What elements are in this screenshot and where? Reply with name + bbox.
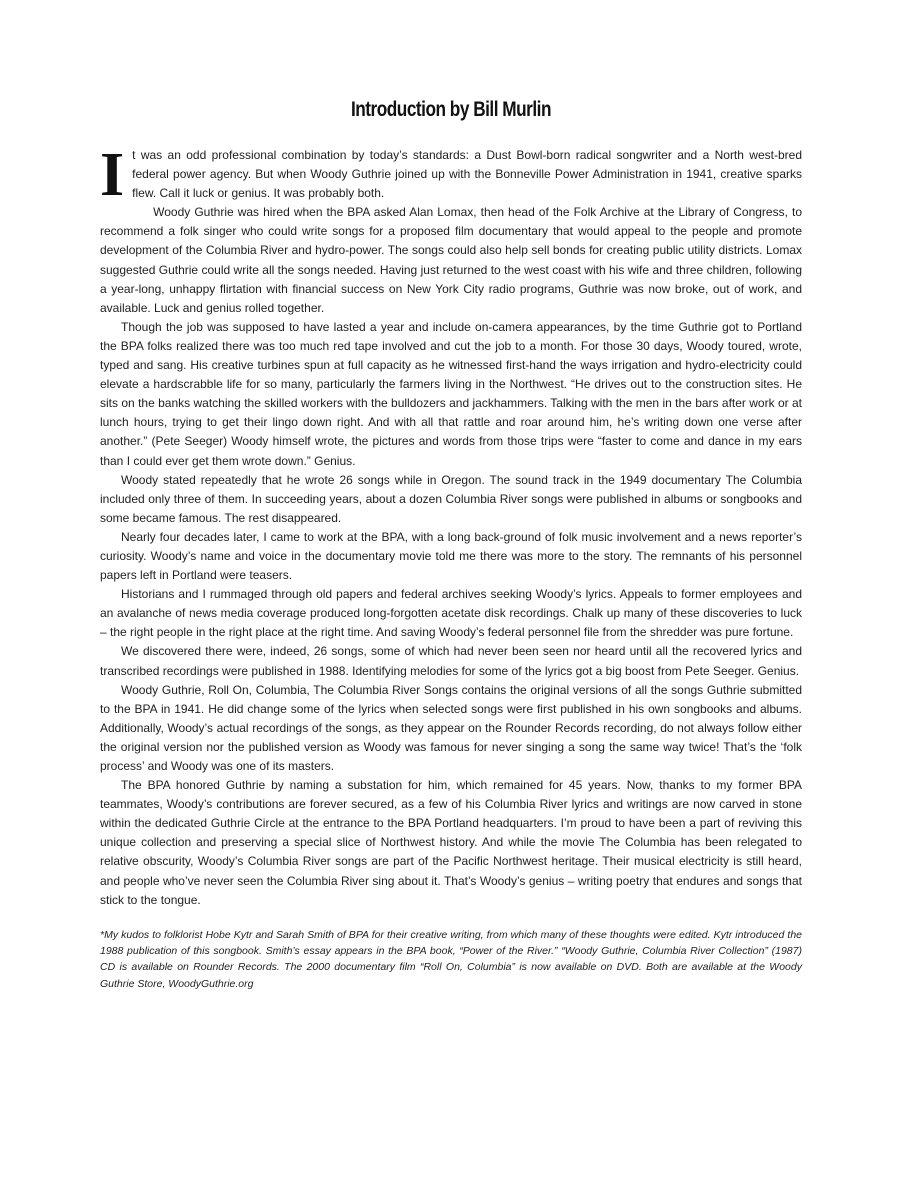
paragraph-1 (100, 141, 802, 209)
paragraph-4: Woody stated repeatedly that he wrote 26 songs while in Oregon. The sound track in the 1949 documentary The Columbia included only three of them. In succeeding years, about a dozen Columbia River songs were published in albums or songbooks and some became famous. The rest disappeared. (100, 472, 802, 525)
document-page (100, 96, 802, 1002)
paragraph-9: The BPA honored Guthrie by naming a substation for him, which remained for 45 years. Now, thanks to my former BPA teammates, Woody’s contributions are forever secured, as a few of his Columbia River lyrics and writings are now carved in stone within the dedicated Guthrie Circle at the entrance to the BPA Portland headquarters. I’m proud to have been a part of reviving this unique collection and preserving a special slice of Northwest history. And while the movie The Columbia has been relegated to relative obscurity, Woody’s Columbia River songs are part of the Pacific Northwest heritage. Their musical electricity is still heard, and people who’ve never seen the Columbia River sing about it. That’s Woody’s genius – writing poetry that endures and songs that stick to the tongue. (100, 778, 802, 907)
paragraph-3: Though the job was supposed to have lasted a year and include on-camera appearances, by the time Guthrie got to Portland the BPA folks realized there was too much red tape involved and cut the job to a month. For those 30 days, Woody toured, wrote, typed and sang. His creative turbines spun at full capacity as he witnessed first-hand the ways irrigation and hydro-electricity could elevate a hardscrabble life for so many, particularly the farmers living in the Northwest. “He drives out to the construction sites. He sits on the banks watching the skilled workers with the bulldozers and jackhammers. Talking with the men in the bars after work or at lunch hours, trying to get their lingo down right. And with all that rattle and roar around him, he’s writing down one verse after another.” (Pete Seeger) Woody himself wrote, the pictures and words from those trips were “faster to come and dance in my ears than I could ever get them wrote down.” Genius. (100, 319, 802, 468)
page-title: Introduction by Bill Murlin (350, 98, 552, 121)
drop-cap: I (100, 141, 125, 209)
article-body (100, 141, 802, 910)
paragraph-1-text: t was an odd professional combination by today’s standards: a Dust Bowl-born radical songwriter and a North west-bred federal power agency. But when Woody Guthrie joined up with the Bonneville Power Administration in 1941, creative sparks flew. Call it luck or genius. It was probably both. (132, 148, 802, 201)
paragraph-5: Nearly four decades later, I came to work at the BPA, with a long back-ground of folk music involvement and a news reporter’s curiosity. Woody’s name and voice in the documentary movie told me there was more to the story. The remnants of his personnel papers left in Portland were teasers. (100, 529, 802, 583)
paragraph-2: Woody Guthrie was hired when the BPA asked Alan Lomax, then head of the Folk Archive at the Library of Congress, to recommend a folk singer who could write songs for a proposed film documentary that would appeal to the people and promote development of the Columbia River and hydro-power. The songs could also help sell bonds for creating public utility districts. Lomax suggested Guthrie could write all the songs needed. Having just returned to the west coast with his wife and three children, following a year-long, unhappy flirtation with financial success on New York City radio programs, Guthrie was now broke, out of work, and available. Luck and genius rolled together. (100, 205, 802, 315)
paragraph-6: Historians and I rummaged through old papers and federal archives seeking Woody’s lyrics. Appeals to former employees and an avalanche of news media coverage produced long-forgotten acetate disk recordings. Chalk up many of these discoveries to luck – the right people in the right place at the right time. And saving Woody’s federal personnel file from the shredder was pure fortune. (100, 587, 802, 640)
paragraph-7: We discovered there were, indeed, 26 songs, some of which had never been seen nor heard until all the recovered lyrics and transcribed recordings were published in 1988. Identifying melodies for some of the lyrics got a big boost from Pete Seeger. Genius. (100, 644, 802, 678)
paragraph-8: Woody Guthrie, Roll On, Columbia, The Columbia River Songs contains the original versions of all the songs Guthrie submitted to the BPA in 1941. He did change some of the lyrics when selected songs were first published in his own songbooks and albums. Additionally, Woody’s actual recordings of the songs, as they appear on the Rounder Records recording, do not always follow either the original version nor the published version as Woody was famous for never singing a song the same way twice! That’s the ‘folk process’ and Woody was one of its masters. (100, 682, 802, 773)
footnote: *My kudos to folklorist Hobe Kytr and Sarah Smith of BPA for their creative writing, from which many of these thoughts were edited. Kytr introduced the 1988 publication of this songbook. Smith’s essay appears in the BPA book, “Power of the River.” “Woody Guthrie, Columbia River Collection” (1987) CD is available on Rounder Records. The 2000 documentary film “Roll On, Columbia” is now available on DVD. Both are available at the Woody Guthrie Store, WoodyGuthrie.org (100, 928, 802, 990)
